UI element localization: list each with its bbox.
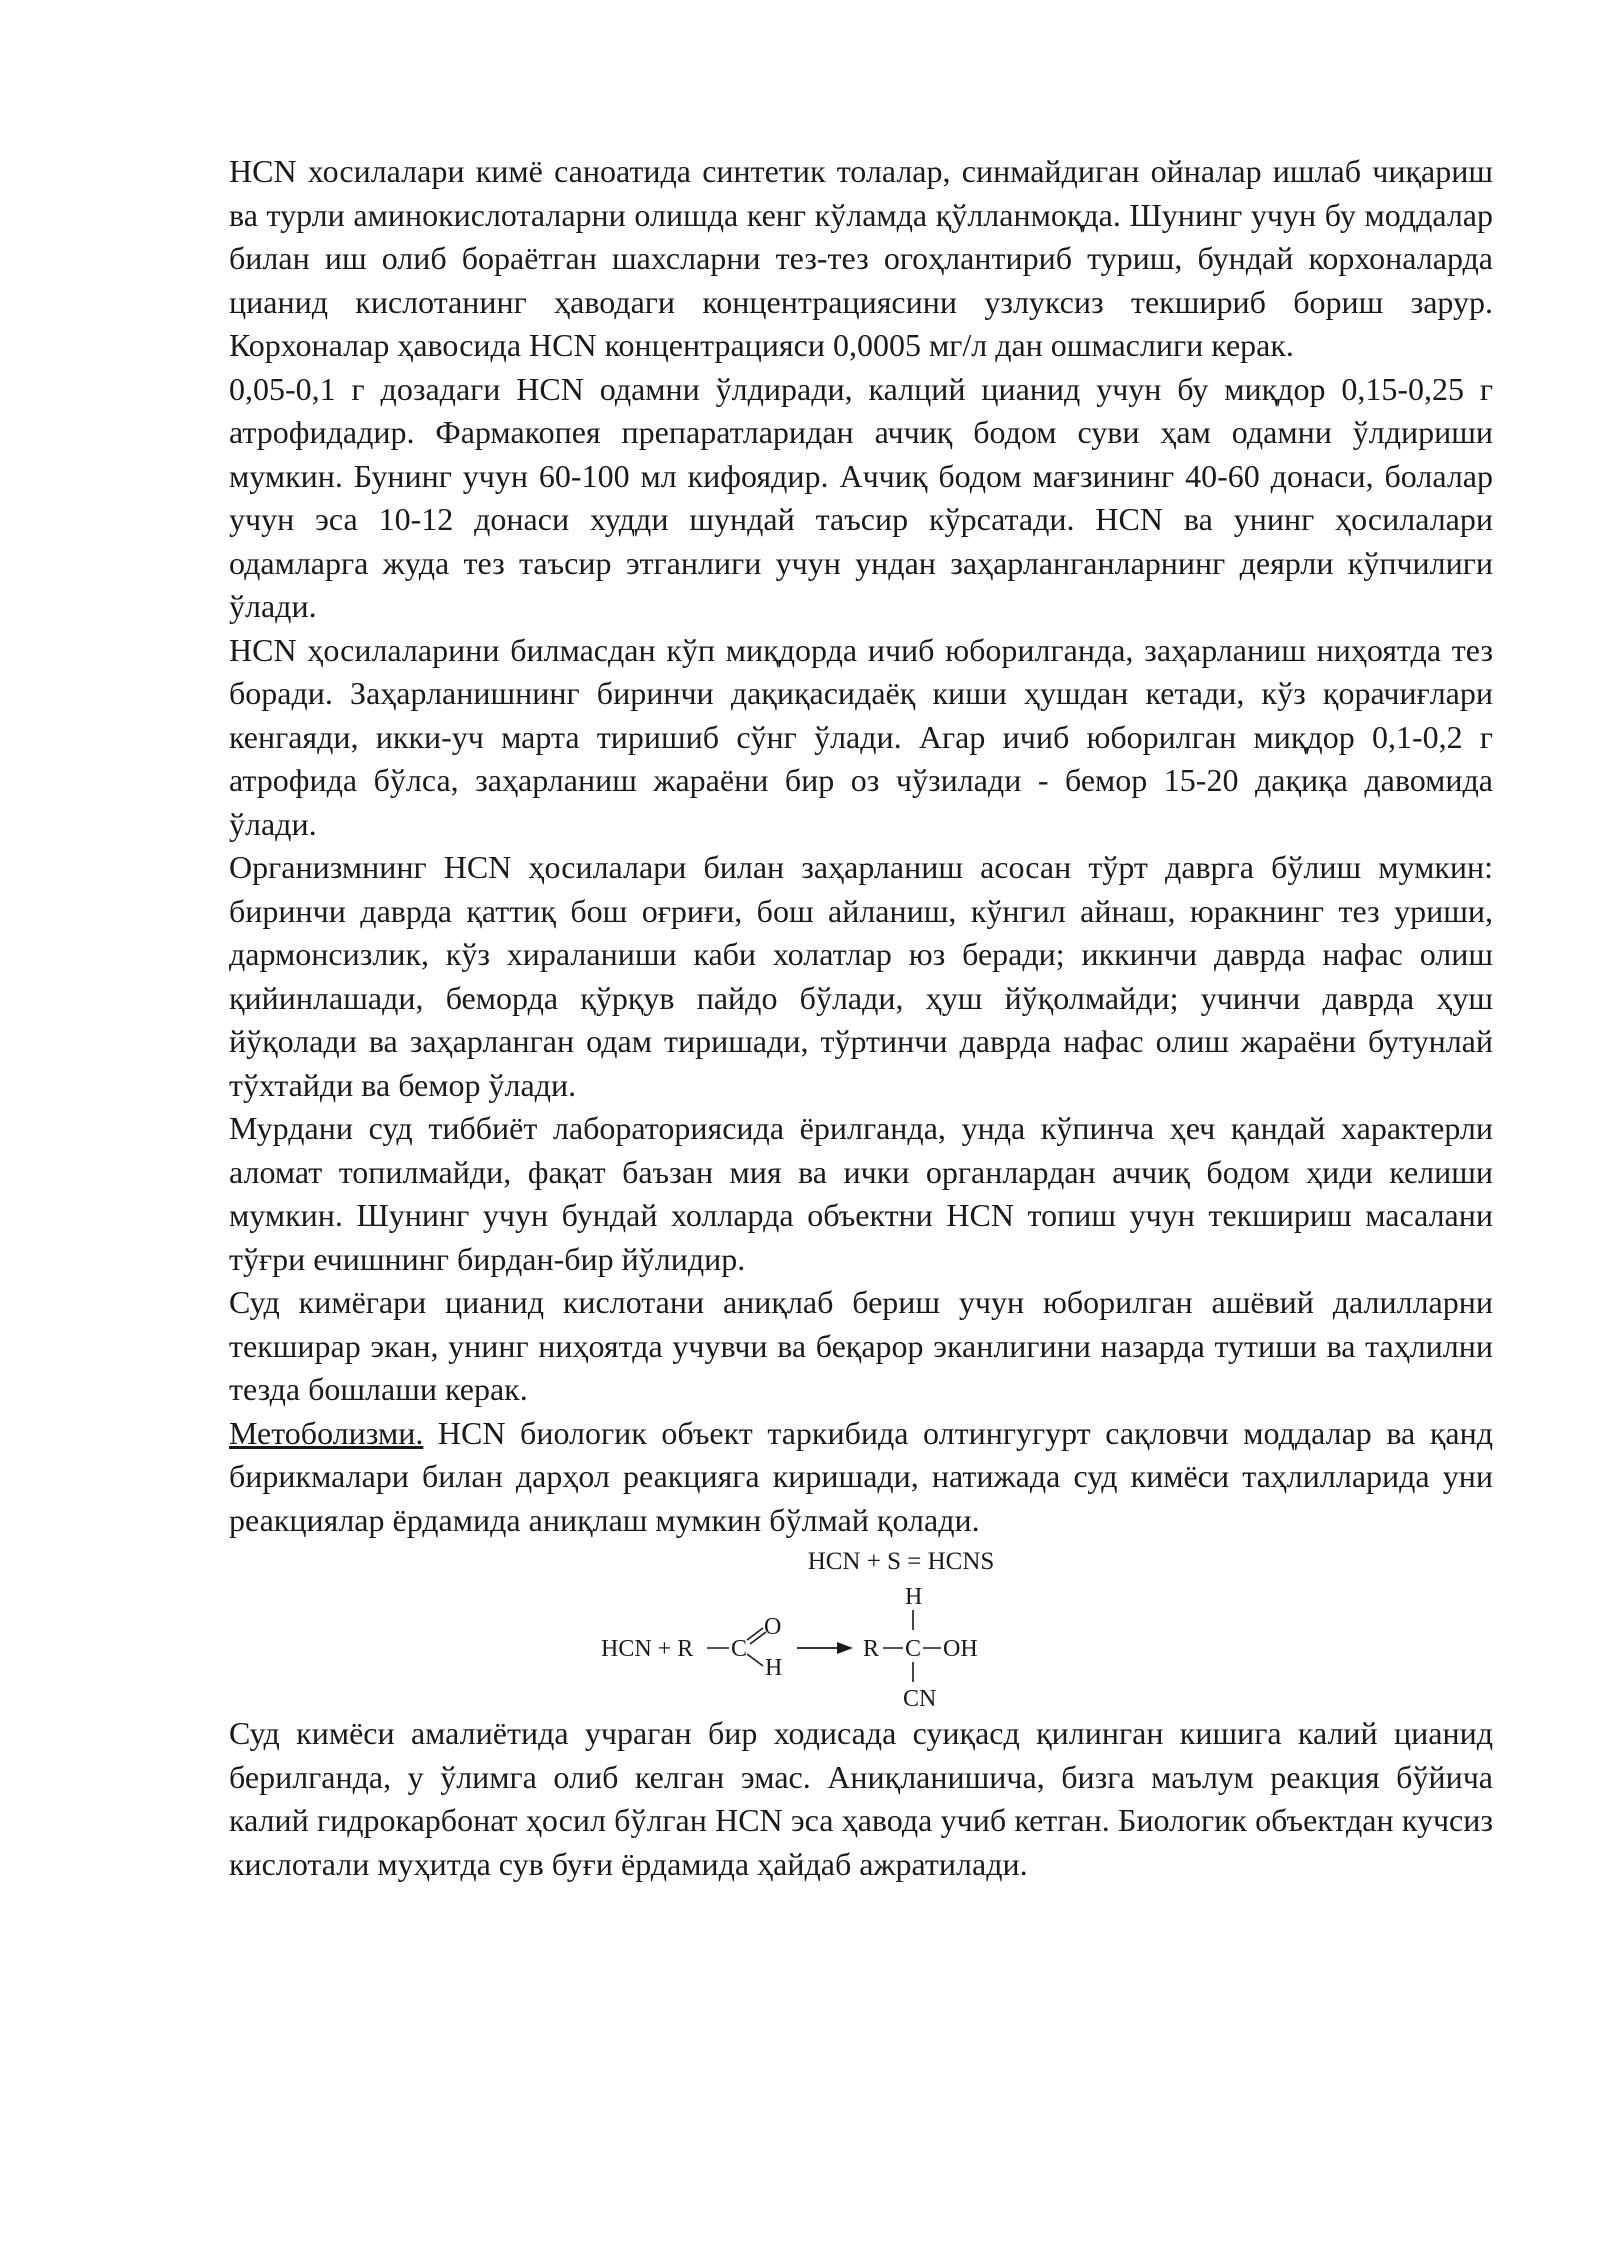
equation-cyanohydrin: [601, 1582, 1121, 1712]
paragraph: Организмнинг HCN ҳосилалари билан заҳарланиш асосан тўрт даврга бўлиш мумкин: биринчи даврда қаттиқ бош оғриғи, бош айланиш, кўнгил айнаш, юракнинг тез уриши, дармонсизлик, кўз хираланиши каби холатлар юз беради; иккинчи даврда нафас олиш қийинлашади, беморда қўрқув пайдо бўлади, ҳуш йўқолмайди; учинчи даврда ҳуш йўқолади ва заҳарланган одам тиришади, тўртинчи даврда нафас олиш жараёни бутунлай тўхтайди ва бемор ўлади.: [229, 849, 1493, 1103]
metabolism-heading: Метоболизми.: [229, 1414, 424, 1451]
paragraph: HCN хосилалари кимё саноатида синтетик толалар, синмайдиган ойналар ишлаб чиқариш ва турли аминокислоталарни олишда кенг кўламда қўлланмоқда. Шунинг учун бу моддалар билан иш олиб бораётган шахсларни тез-тез огоҳлантириб туриш, бундай корхоналарда цианид кислотанинг ҳаводаги концентрациясини узлуксиз текшириб бориш зарур. Корхоналар ҳавосида HCN концентрацияси 0,0005 мг/л дан ошмаслиги керак.: [229, 153, 1493, 363]
final-paragraph: Суд кимёси амалиётида учраган бир ходисада суиқасд қилинган кишига калий цианид берилганда, у ўлимга олиб келган эмас. Аниқланишича, бизга маълум реакция бўйича калий гидрокарбонат ҳосил бўлган HCN эса ҳавода учиб кетган. Биологик объектдан кучсиз кислотали муҳитда сув буғи ёрдамида ҳайдаб ажратилади.: [229, 1715, 1493, 1882]
equation-hcn-sulfur: HCN + S = HCNS: [807, 1548, 995, 1575]
paragraph: HCN ҳосилаларини билмасдан кўп миқдорда ичиб юборилганда, заҳарланиш ниҳоятда тез боради. Заҳарланишнинг биринчи дақиқасидаёқ киши ҳушдан кетади, кўз қорачиғлари кенгаяди, икки-уч марта тиришиб сўнг ўлади. Агар ичиб юборилган миқдор 0,1-0,2 г атрофида бўлса, заҳарланиш жараёни бир оз чўзилади - бемор 15-20 дақиқа давомида ўлади.: [229, 631, 1493, 842]
paragraph: Мурдани суд тиббиёт лабораториясида ёрилганда, унда кўпинча ҳеч қандай характерли аломат топилмайди, фақат баъзан мия ва ички органлардан аччиқ бодом ҳиди келиши мумкин. Шунинг учун бундай холларда объектни HCN топиш учун текшириш масалани тўғри ечишнинг бирдан-бир йўлидир.: [229, 1110, 1493, 1277]
eq-product-cn: CN: [903, 1686, 937, 1712]
metabolism-paragraph: [229, 1412, 1493, 1543]
eq-carbon: C: [731, 1636, 748, 1662]
eq-arrow-head: [837, 1642, 853, 1654]
eq-product-r: R: [863, 1636, 880, 1662]
eq-bond-c-h: [747, 1654, 763, 1666]
eq-product-oh: OH: [943, 1636, 978, 1662]
eq-oxygen: O: [764, 1614, 782, 1640]
document-page: [229, 150, 1493, 1886]
paragraph: Суд кимёгари цианид кислотани аниқлаб бериш учун юборилган ашёвий далилларни текширар экан, унинг ниҳоятда учувчи ва беқарор эканлигини назарда тутиши ва таҳлилни тезда бошлаши керак.: [229, 1284, 1493, 1407]
eq-double-bond-1: [747, 1628, 763, 1640]
eq-reactant: HCN + R: [601, 1636, 694, 1662]
eq-product-h: H: [905, 1584, 923, 1610]
metabolism-text: HCN биологик объект таркибида олтингугурт сақловчи моддалар ва қанд бирикмалари билан дарҳол реакцияга киришади, натижада суд кимёси таҳлилларида уни реакциялар ёрдамида аниқлаш мумкин бўлмай қолади.: [229, 1414, 1493, 1538]
eq-product-carbon: C: [905, 1636, 922, 1662]
paragraph: 0,05-0,1 г дозадаги HCN одамни ўлдиради, калций цианид учун бу миқдор 0,15-0,25 г атрофидадир. Фармакопея препаратларидан аччиқ бодом суви ҳам одамни ўлдириши мумкин. Бунинг учун 60-100 мл кифоядир. Аччиқ бодом мағзининг 40-60 донаси, болалар учун эса 10-12 донаси худди шундай таъсир кўрсатади. HCN ва унинг ҳосилалари одамларга жуда тез таъсир этганлиги учун ундан заҳарланганларнинг деярли кўпчилиги ўлади.: [229, 370, 1493, 624]
eq-hydrogen: H: [765, 1655, 783, 1681]
